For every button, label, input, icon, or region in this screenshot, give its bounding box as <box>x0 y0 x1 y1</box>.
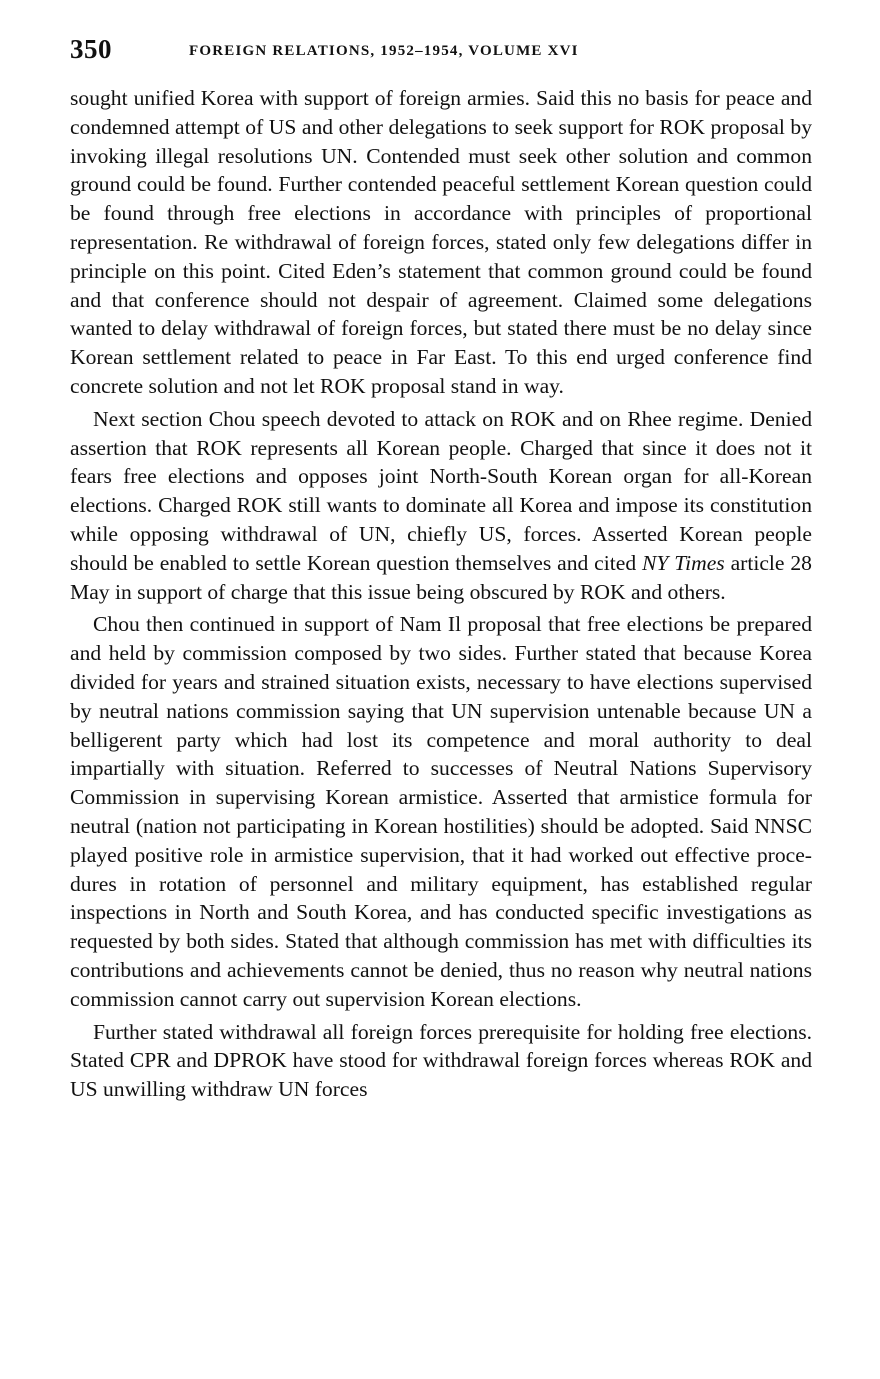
paragraph-3: Chou then continued in support of Nam Il proposal that free elections be prepared and held by commission composed by two sides. Further stated that because Korea divided for years and strained situation exists, necessary to have elections supervised by neutral nations commission saying that UN supervision untenable because UN a belligerent party which had lost its competence and moral authority to deal impartially with situation. Referred to successes of Neutral Nations Supervisory Commission in supervising Korean armistice. Asserted that armistice formula for neutral (nation not participating in Korean hostilities) should be adopted. Said NNSC played positive role in armistice supervision, that it had worked out effective procedures in rotation of personnel and military equipment, has established regular inspections in North and South Korea, and has conducted specific investigations as requested by both sides. Stated that although commission has met with difficulties its contributions and achievements cannot be denied, thus no reason why neutral nations commission cannot carry out supervision Korean elections. <box>70 612 812 1011</box>
body-text <box>70 84 812 1104</box>
newspaper-title: NY Times <box>642 550 725 575</box>
page-header <box>70 34 812 74</box>
paragraph-2-text: Next section Chou speech devoted to attack on ROK and on Rhee regime. Denied assertion that ROK represents all Korean people. Charged that since it does not it fears free elections and opposes joint North-South Korean organ for all-Korean elections. Charged ROK still wants to dominate all Korea and impose its constitution while opposing withdrawal of UN, chiefly US, forces. Asserted Korean people should be enabled to settle Korean question themselves and cited <box>70 406 812 575</box>
running-head: FOREIGN RELATIONS, 1952–1954, VOLUME XVI <box>189 43 579 59</box>
page-number: 350 <box>70 34 112 64</box>
document-page <box>70 34 812 1104</box>
paragraph-2-text-continued: article 28 May in support of charge that this issue being obscured by ROK and others. <box>70 550 812 604</box>
paragraph-2 <box>70 405 812 607</box>
paragraph-1: sought unified Korea with support of foreign armies. Said this no basis for peace and condemned attempt of US and other delegations to seek support for ROK proposal by invoking illegal resolutions UN. Contended must seek other solution and common ground could be found. Further contended peaceful settlement Korean question could be found through free elections in accordance with principles of proportional representation. Re withdrawal of foreign forces, stated only few delegations differ in principle on this point. Cited Eden’s statement that common ground could be found and that conference should not despair of agreement. Claimed some delegations wanted to delay withdrawal of foreign forces, but stated there must be no delay since Korean settlement related to peace in Far East. To this end urged conference find concrete solution and not let ROK proposal stand in way. <box>70 86 812 398</box>
paragraph-4: Further stated withdrawal all foreign forces prerequisite for holding free elections. Stated CPR and DPROK have stood for withdrawal foreign forces whereas ROK and US unwilling withdraw UN forces <box>70 1019 812 1102</box>
